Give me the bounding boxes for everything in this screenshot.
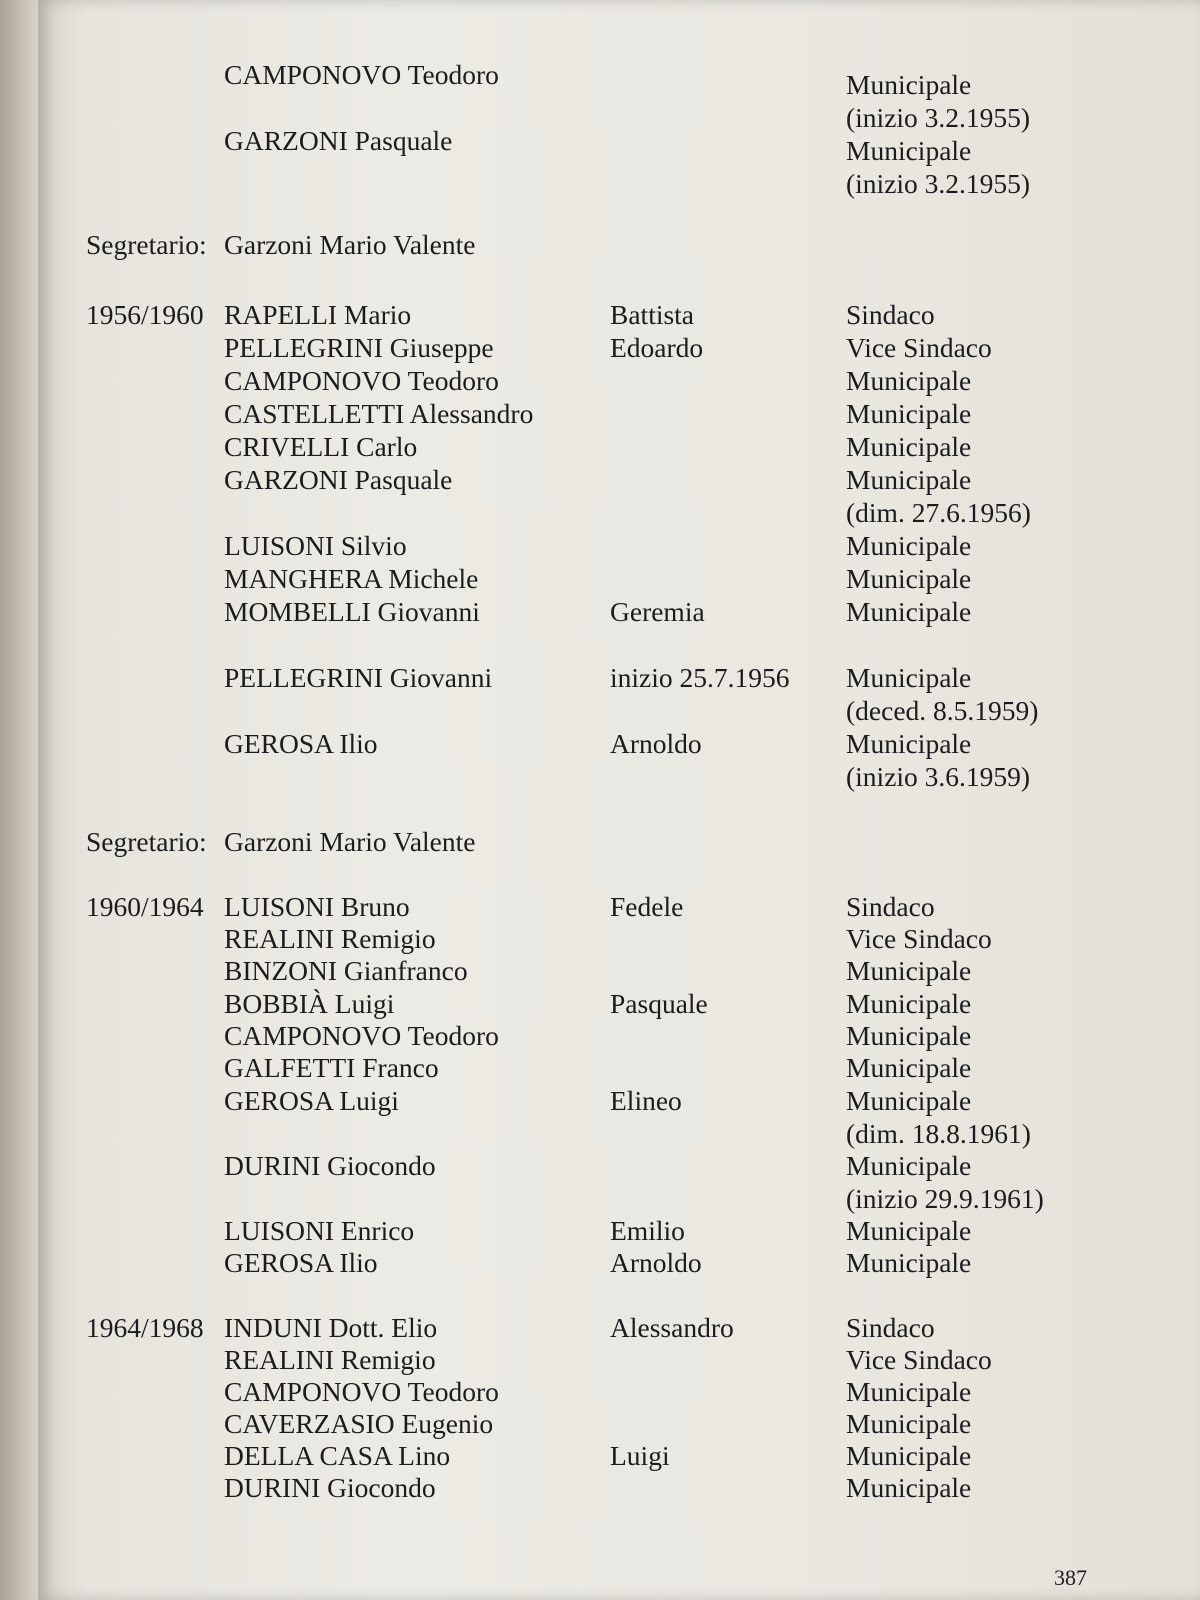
- page-number: 387: [1054, 1565, 1087, 1590]
- table-row: [0, 1084, 1200, 1117]
- role-cell: Municipale: [846, 398, 972, 429]
- role-cell: Municipale: [846, 135, 972, 166]
- father-name-cell: Pasquale: [610, 988, 708, 1019]
- father-name-cell: Fedele: [610, 891, 684, 922]
- name-cell: PELLEGRINI Giuseppe: [224, 332, 494, 363]
- table-row: [0, 167, 1200, 200]
- role-cell: Municipale: [846, 1215, 972, 1246]
- father-name-cell: Arnoldo: [610, 1247, 702, 1278]
- role-cell: Municipale: [846, 1020, 972, 1051]
- period-cell: 1956/1960: [86, 299, 204, 330]
- role-cell: Municipale: [846, 1150, 972, 1181]
- table-row: [0, 1051, 1200, 1084]
- name-cell: CAVERZASIO Eugenio: [224, 1408, 494, 1439]
- name-cell: INDUNI Dott. Elio: [224, 1312, 438, 1343]
- father-name-cell: Emilio: [610, 1215, 685, 1246]
- table-row: [0, 890, 1200, 923]
- father-name-cell: Geremia: [610, 596, 705, 627]
- table-row: [0, 228, 1200, 261]
- role-cell: Municipale: [846, 1408, 972, 1439]
- name-cell: Garzoni Mario Valente: [224, 229, 476, 260]
- name-cell: DURINI Giocondo: [224, 1150, 436, 1181]
- father-name-cell: Battista: [610, 299, 695, 330]
- table-row: [0, 1149, 1200, 1182]
- table-row: [0, 298, 1200, 331]
- role-cell: Sindaco: [846, 891, 935, 922]
- table-row: [0, 562, 1200, 595]
- role-cell: Municipale: [846, 1085, 972, 1116]
- name-cell: LUISONI Silvio: [224, 530, 407, 561]
- role-cell: Municipale: [846, 530, 972, 561]
- role-cell: Municipale: [846, 1440, 972, 1471]
- name-cell: GARZONI Pasquale: [224, 464, 453, 495]
- role-cell: Municipale: [846, 596, 972, 627]
- table-row: [0, 397, 1200, 430]
- table-row: [0, 1246, 1200, 1279]
- name-cell: BOBBIÀ Luigi: [224, 988, 395, 1019]
- role-cell: (inizio 29.9.1961): [846, 1183, 1044, 1214]
- role-cell: Vice Sindaco: [846, 1344, 992, 1375]
- table-row: [0, 825, 1200, 858]
- father-name-cell: Edoardo: [610, 332, 704, 363]
- role-cell: Municipale: [846, 563, 972, 594]
- name-cell: CAMPONOVO Teodoro: [224, 59, 499, 90]
- table-row: [0, 364, 1200, 397]
- table-row: [0, 1471, 1200, 1504]
- table-row: [0, 727, 1200, 760]
- name-cell: REALINI Remigio: [224, 923, 436, 954]
- role-cell: Municipale: [846, 464, 972, 495]
- role-cell: Municipale: [846, 1052, 972, 1083]
- role-cell: (inizio 3.6.1959): [846, 761, 1031, 792]
- name-cell: LUISONI Enrico: [224, 1215, 415, 1246]
- role-cell: Municipale: [846, 728, 972, 759]
- name-cell: MANGHERA Michele: [224, 563, 479, 594]
- name-cell: DURINI Giocondo: [224, 1472, 436, 1503]
- name-cell: RAPELLI Mario: [224, 299, 412, 330]
- name-cell: GEROSA Luigi: [224, 1085, 399, 1116]
- role-cell: (deced. 8.5.1959): [846, 695, 1039, 726]
- name-cell: CAMPONOVO Teodoro: [224, 1020, 499, 1051]
- role-cell: Municipale: [846, 1247, 972, 1278]
- father-name-cell: Luigi: [610, 1440, 670, 1471]
- table-row: [0, 134, 1200, 167]
- table-row: [0, 987, 1200, 1020]
- name-cell: BINZONI Gianfranco: [224, 955, 468, 986]
- name-cell: GEROSA Ilio: [224, 1247, 378, 1278]
- table-row: [0, 1214, 1200, 1247]
- name-cell: GALFETTI Franco: [224, 1052, 439, 1083]
- name-cell: CAMPONOVO Teodoro: [224, 365, 499, 396]
- father-name-cell: Alessandro: [610, 1312, 734, 1343]
- period-cell: Segretario:: [86, 826, 207, 857]
- table-row: [0, 694, 1200, 727]
- role-cell: Municipale: [846, 365, 972, 396]
- role-cell: Sindaco: [846, 299, 935, 330]
- name-cell: DELLA CASA Lino: [224, 1440, 451, 1471]
- table-row: [0, 1311, 1200, 1344]
- role-cell: Sindaco: [846, 1312, 935, 1343]
- role-cell: Municipale: [846, 431, 972, 462]
- role-cell: Vice Sindaco: [846, 923, 992, 954]
- table-row: [0, 1182, 1200, 1215]
- name-cell: MOMBELLI Giovanni: [224, 596, 480, 627]
- name-cell: PELLEGRINI Giovanni: [224, 662, 493, 693]
- table-row: [0, 1375, 1200, 1408]
- father-name-cell: Arnoldo: [610, 728, 702, 759]
- name-cell: REALINI Remigio: [224, 1344, 436, 1375]
- name-cell: CASTELLETTI Alessandro: [224, 398, 534, 429]
- role-cell: Municipale: [846, 1472, 972, 1503]
- table-row: [0, 760, 1200, 793]
- table-row: [0, 954, 1200, 987]
- role-cell: Municipale: [846, 988, 972, 1019]
- role-cell: (inizio 3.2.1955): [846, 168, 1031, 199]
- role-cell: (inizio 3.2.1955): [846, 102, 1031, 133]
- table-row: [0, 529, 1200, 562]
- table-row: [0, 1343, 1200, 1376]
- father-name-cell: inizio 25.7.1956: [610, 662, 790, 693]
- table-row: [0, 463, 1200, 496]
- table-row: [0, 1019, 1200, 1052]
- role-cell: Vice Sindaco: [846, 332, 992, 363]
- name-cell: LUISONI Bruno: [224, 891, 410, 922]
- table-row: [0, 595, 1200, 628]
- role-cell: Municipale: [846, 69, 972, 100]
- table-row: [0, 496, 1200, 529]
- table-row: [0, 661, 1200, 694]
- table-row: [0, 331, 1200, 364]
- role-cell: (dim. 27.6.1956): [846, 497, 1031, 528]
- table-row: [0, 1117, 1200, 1150]
- name-cell: Garzoni Mario Valente: [224, 826, 476, 857]
- period-cell: 1960/1964: [86, 891, 204, 922]
- period-cell: Segretario:: [86, 229, 207, 260]
- role-cell: Municipale: [846, 955, 972, 986]
- name-cell: CAMPONOVO Teodoro: [224, 1376, 499, 1407]
- table-row: [0, 1439, 1200, 1472]
- role-cell: Municipale: [846, 1376, 972, 1407]
- table-row: [0, 68, 1200, 101]
- table-row: [0, 1407, 1200, 1440]
- name-cell: GEROSA Ilio: [224, 728, 378, 759]
- role-cell: (dim. 18.8.1961): [846, 1118, 1031, 1149]
- father-name-cell: Elineo: [610, 1085, 682, 1116]
- name-cell: GARZONI Pasquale: [224, 125, 453, 156]
- period-cell: 1964/1968: [86, 1312, 204, 1343]
- table-row: [0, 430, 1200, 463]
- name-cell: CRIVELLI Carlo: [224, 431, 418, 462]
- table-row: [0, 922, 1200, 955]
- role-cell: Municipale: [846, 662, 972, 693]
